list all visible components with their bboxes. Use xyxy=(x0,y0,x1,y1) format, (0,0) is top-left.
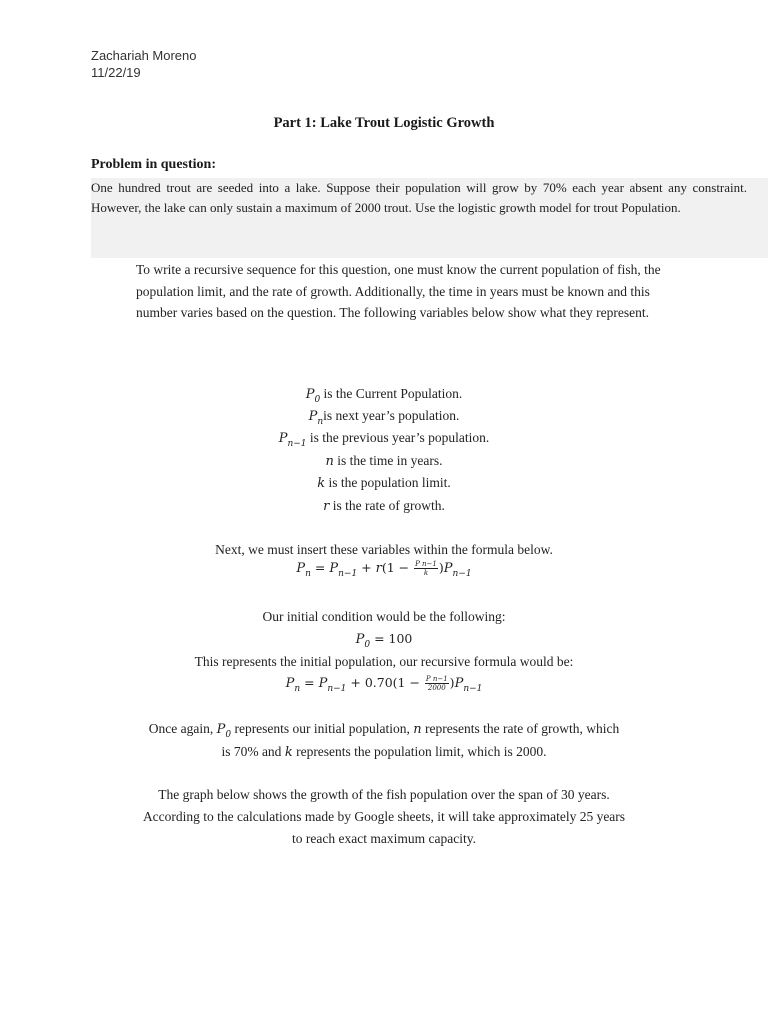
initial-value: = 100 xyxy=(370,631,413,646)
document-header xyxy=(91,47,197,81)
variable-k xyxy=(0,475,768,491)
explanation-line-1 xyxy=(0,721,768,740)
formula-term: P xyxy=(216,722,226,737)
explanation-text: represents the population limit, which is 2000. xyxy=(292,744,547,759)
formula-subscript: n xyxy=(305,569,311,579)
explanation-line-2 xyxy=(0,744,768,760)
problem-heading: Problem in question: xyxy=(91,157,216,172)
formula-operator: ) xyxy=(449,675,455,690)
intro-paragraph: To write a recursive sequence for this question, one must know the current population of fish, the population limit, and the rate of growth. Additionally, the time in years must be known and this number varies based on the question. The following variables below show what they represent. xyxy=(136,262,661,320)
formula-operator: + xyxy=(357,560,376,575)
formula-term: k xyxy=(284,745,293,760)
explanation-text: represents our initial population, xyxy=(231,721,414,736)
formula-subscript: n−1 xyxy=(463,684,483,694)
variable-subscript: n−1 xyxy=(287,439,307,449)
formula-subscript: n−1 xyxy=(338,569,358,579)
formula-term: P xyxy=(443,561,453,576)
variable-symbol: P xyxy=(305,387,315,402)
problem-text: One hundred trout are seeded into a lake. Suppose their population will grow by 70% each year absent any constraint. However, the lake can only sustain a maximum of 2000 trout. Use the logistic growth model for trout Population. xyxy=(91,180,747,215)
variable-symbol: P xyxy=(278,431,288,446)
formula-fraction xyxy=(414,560,438,577)
variable-description: is the rate of growth. xyxy=(329,498,445,513)
variable-description: is the time in years. xyxy=(333,453,443,468)
formula-term: P xyxy=(285,676,295,691)
variable-subscript: 0 xyxy=(314,395,321,405)
author-name: Zachariah Moreno xyxy=(91,48,197,63)
variable-pn-1 xyxy=(0,430,768,449)
formula-operator: (1 − xyxy=(381,560,414,575)
formula-term: P xyxy=(296,561,306,576)
explanation-text: Once again, xyxy=(148,721,217,736)
formula-subscript: n−1 xyxy=(452,569,472,579)
graph-note-line-3: to reach exact maximum capacity. xyxy=(292,831,476,846)
formula-coefficient: r xyxy=(375,561,382,576)
fraction-denominator: 2000 xyxy=(427,684,446,693)
formula-operator: (1 − xyxy=(392,675,424,690)
formula-subscript: 0 xyxy=(364,640,371,650)
formula-term: P xyxy=(318,676,328,691)
variable-subscript: n xyxy=(317,417,324,427)
logistic-formula xyxy=(0,560,768,577)
initial-condition xyxy=(0,631,768,650)
variable-pn xyxy=(0,408,768,427)
formula-operator: + xyxy=(346,675,365,690)
formula-operator: = xyxy=(310,560,330,575)
formula-fraction xyxy=(425,675,449,692)
variable-n xyxy=(0,453,768,469)
variable-description: is the Current Population. xyxy=(320,386,463,401)
fraction-numerator: P n−1 xyxy=(415,560,437,569)
recursive-intro: This represents the initial population, our recursive formula would be: xyxy=(194,654,574,669)
formula-subscript: 0 xyxy=(225,730,232,740)
graph-note-line-2: According to the calculations made by Google sheets, it will take approximately 25 years xyxy=(142,809,626,824)
variable-symbol: k xyxy=(317,476,326,491)
recursive-formula xyxy=(0,675,768,692)
formula-operator: = xyxy=(300,675,319,690)
initial-intro: Our initial condition would be the following: xyxy=(262,609,506,624)
variable-r xyxy=(0,498,768,514)
variable-description: is the previous year’s population. xyxy=(306,430,490,445)
formula-coefficient: 0.70 xyxy=(364,675,393,690)
formula-term: P xyxy=(454,676,464,691)
variable-description: is the population limit. xyxy=(325,475,451,490)
explanation-text: represents the rate of growth, which xyxy=(421,721,620,736)
page-title: Part 1: Lake Trout Logistic Growth xyxy=(273,115,495,131)
formula-term: n xyxy=(413,722,422,737)
variable-symbol: r xyxy=(323,499,330,514)
formula-term: P xyxy=(329,561,339,576)
variable-symbol: n xyxy=(325,454,334,469)
formula-intro: Next, we must insert these variables within the formula below. xyxy=(215,542,553,557)
explanation-text: is 70% and xyxy=(221,744,285,759)
formula-term: P xyxy=(355,632,365,647)
variable-symbol: P xyxy=(308,409,318,424)
formula-operator: ) xyxy=(438,560,444,575)
document-date: 11/22/19 xyxy=(91,65,141,80)
variable-description: is next year’s population. xyxy=(323,408,460,423)
fraction-numerator: P n−1 xyxy=(425,675,448,684)
graph-note-line-1: The graph below shows the growth of the fish population over the span of 30 years. xyxy=(158,787,610,802)
variable-p0 xyxy=(0,386,768,405)
fraction-denominator: k xyxy=(423,569,429,578)
formula-subscript: n xyxy=(294,684,301,694)
formula-subscript: n−1 xyxy=(327,684,347,694)
